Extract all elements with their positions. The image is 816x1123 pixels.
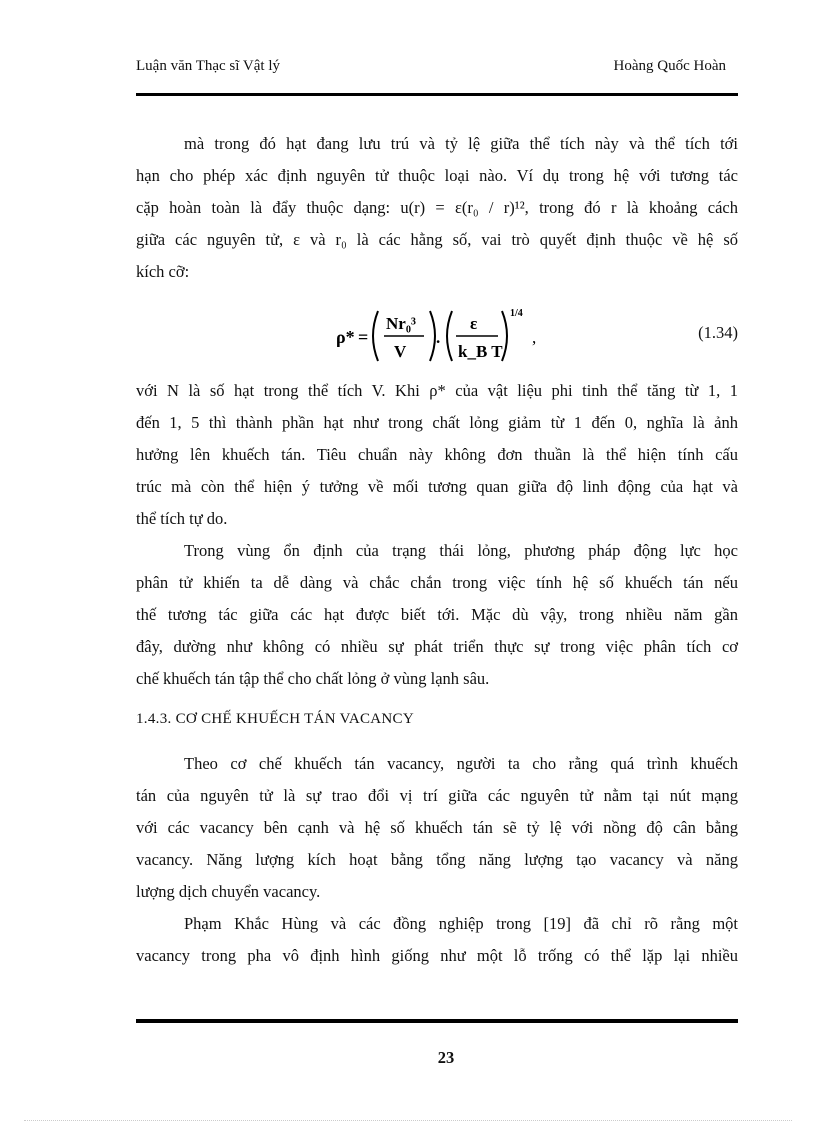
text-line: Theo cơ chế khuếch tán vacancy, người ta cho rằng quá trình khuếch (184, 754, 738, 773)
text-line: với N là số hạt trong thể tích V. Khi ρ* của vật liệu phi tinh thể tăng từ 1, 1 (136, 381, 738, 400)
text-line: đến 1, 5 thì thành phần hạt như trong chất lỏng giảm từ 1 đến 0, nghĩa là ảnh (136, 413, 738, 432)
section-heading: 1.4.3. CƠ CHẾ KHUẾCH TÁN VACANCY (136, 711, 414, 727)
text-line: cặp hoàn toàn là đẩy thuộc dạng: u(r) = ε(r₀ / r)¹², trong đó r là khoảng cách (136, 198, 738, 217)
eq-dot: . (436, 328, 441, 347)
text-line: lượng dịch chuyển vacancy. (136, 882, 321, 901)
header-rule (136, 93, 738, 96)
text-line: tán của nguyên tử là sự trao đổi vị trí giữa các nguyên tử nằm tại nút mạng (136, 786, 738, 805)
text-line: hạn cho phép xác định nguyên tử thuộc loại nào. Ví dụ trong hệ với tương tác (136, 166, 738, 185)
text-line: Trong vùng ổn định của trạng thái lỏng, phương pháp động lực học (184, 541, 738, 560)
text-line: phân tử khiến ta dễ dàng và chắc chắn trong việc tính hệ số khuếch tán nếu (136, 573, 738, 592)
header-author: Hoàng Quốc Hoàn (613, 58, 726, 74)
eq-comma: , (532, 328, 537, 347)
text-line: vacancy. Năng lượng kích hoạt bằng tổng năng lượng tạo vacancy và năng (136, 850, 738, 869)
paragraph-4 (136, 748, 738, 908)
header-thesis-title: Luận văn Thạc sĩ Vật lý (136, 58, 280, 74)
text-line: với các vacancy bên cạnh và hệ số khuếch tán sẽ tỷ lệ với nồng độ cân bằng (136, 818, 738, 837)
text-line: mà trong đó hạt đang lưu trú và tỷ lệ giữa thể tích này và thể tích tới (184, 134, 738, 153)
page-header (136, 58, 738, 80)
eq-paren (447, 311, 452, 361)
eq-den2: k_B T (458, 342, 503, 361)
text-line: giữa các nguyên tử, ε và r₀ là các hằng số, vai trò quyết định thuộc về hệ số (136, 230, 738, 249)
page-edge-dotted-line (24, 1120, 792, 1121)
eq-num2: ε (470, 314, 478, 333)
equation-formula (336, 305, 656, 367)
eq-paren (502, 311, 507, 361)
eq-den1: V (394, 342, 407, 361)
eq-paren (430, 311, 435, 361)
eq-exponent: 1/4 (510, 308, 523, 319)
text-line: thế tương tác giữa các hạt được biết tới. Mặc dù vậy, trong nhiều năm gần (136, 605, 738, 624)
text-line: Phạm Khắc Hùng và các đồng nghiệp trong [19] đã chỉ rõ rằng một (184, 914, 738, 933)
text-line: trúc mà còn thể hiện ý tưởng về mối tương quan giữa độ linh động của hạt và (136, 477, 738, 496)
equation-1-34 (136, 305, 738, 367)
eq-equals: = (358, 327, 369, 347)
eq-num1: Nr₀³ (386, 314, 417, 333)
text-line: thể tích tự do. (136, 509, 228, 528)
paragraph-3 (136, 535, 738, 695)
page-number: 23 (437, 1048, 455, 1067)
text-line: vacancy trong pha vô định hình giống như một lỗ trống có thể lặp lại nhiều (136, 946, 738, 965)
paragraph-1 (136, 128, 738, 288)
equation-number: (1.34) (698, 323, 738, 342)
paragraph-5 (136, 908, 738, 972)
footer-rule (136, 1019, 738, 1023)
paragraph-2 (136, 375, 738, 535)
text-line: kích cỡ: (136, 262, 190, 281)
text-line: hưởng lên khuếch tán. Tiêu chuẩn này không đơn thuần là thể hiện tính cấu (136, 445, 738, 464)
text-line: chế khuếch tán tập thể cho chất lỏng ở vùng lạnh sâu. (136, 669, 490, 688)
text-line: đây, dường như không có nhiều sự phát triển thực sự trong việc phân tích cơ (136, 637, 738, 656)
eq-paren (373, 311, 378, 361)
eq-lhs: ρ* (336, 327, 355, 347)
